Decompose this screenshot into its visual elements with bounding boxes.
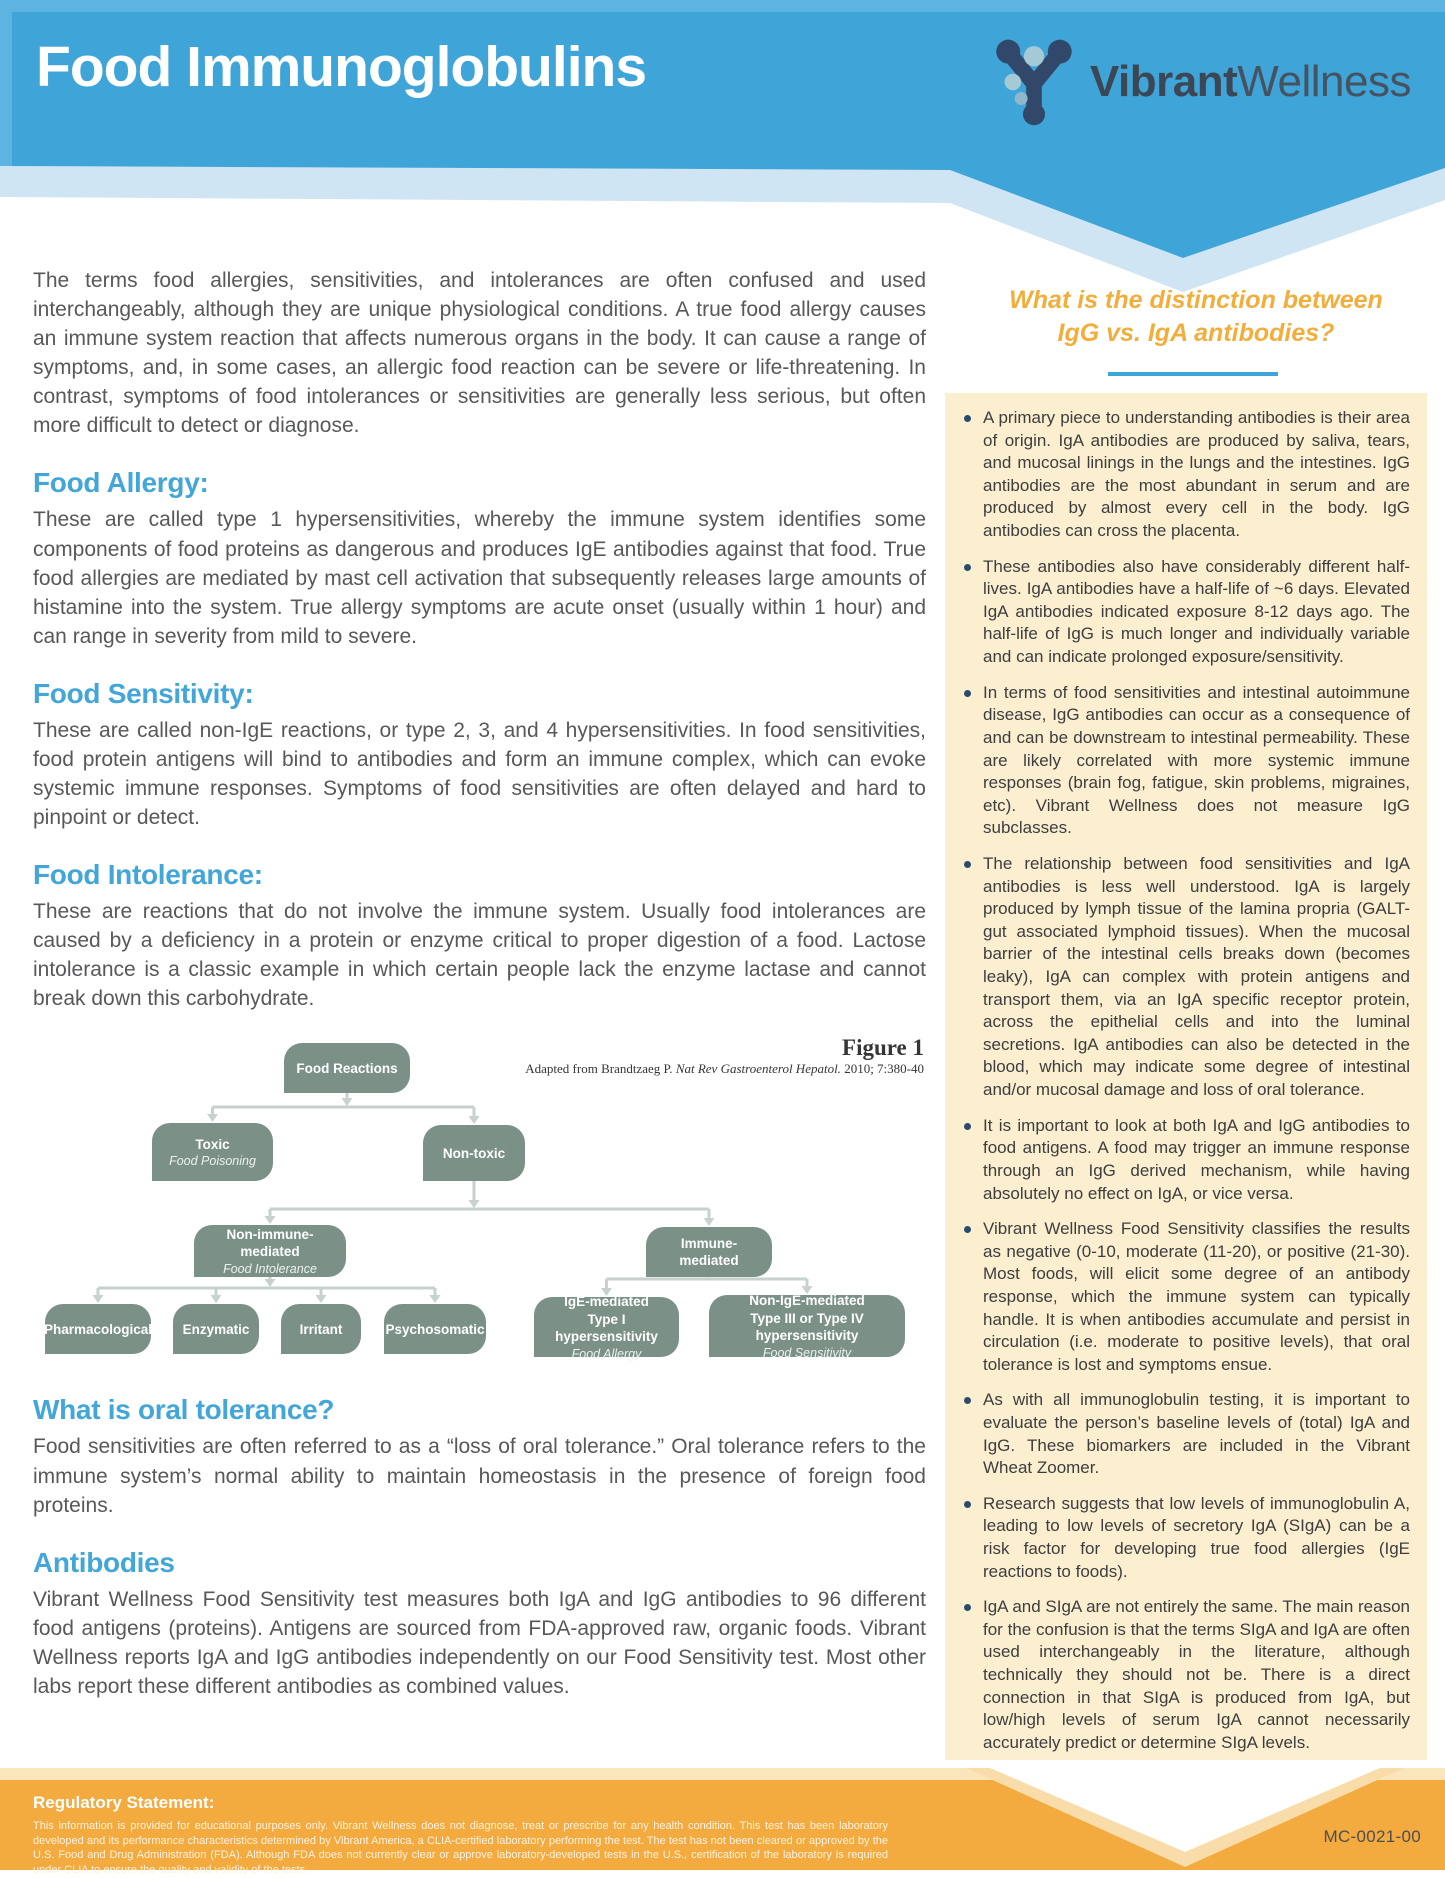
flowchart-node-irritant <box>281 1304 361 1354</box>
sidebar-panel <box>945 393 1427 1760</box>
flowchart-node-ige <box>534 1294 679 1361</box>
flowchart-node-label: Non-IgE-mediated <box>749 1293 865 1309</box>
flowchart-node-nonige <box>709 1293 905 1360</box>
flowchart-node-toxic <box>152 1123 273 1181</box>
regulatory-statement-text: This information is provided for educational purposes only. Vibrant Wellness does not diagnose, treat or prescribe for any health condition. This test has been laboratory developed and its performance characteristics determined by Vibrant America, a CLIA-certified laboratory performing the test. The test has not been cleared or approved by the U.S. Food and Drug Administration (FDA). Although FDA does not currently clear or approve laboratory-developed tests in the U.S., certification of the laboratory is required under CLIA to ensure the quality and validity of the tests. <box>33 1820 888 1876</box>
sidebar-bullet-5: It is important to look at both IgA and IgG antibodies to food antigens. A food may trigger an immune response through an IgG derived mechanism, while having absolutely no effect on IgA, or vice versa. <box>962 1115 1410 1205</box>
flowchart-node-label: Irritant <box>299 1321 343 1337</box>
page-title: Food Immunoglobulins <box>36 35 647 99</box>
bullet-dot <box>964 1397 971 1404</box>
sidebar-bullet-3: In terms of food sensitivities and intestinal autoimmune disease, IgG antibodies can occur as a consequence of and can be downstream to intestinal permeability. These are likely correlated with more systemic immune responses (brain fog, fatigue, skin problems, migraines, etc). Vibrant Wellness does not measure IgG subclasses. <box>962 682 1410 840</box>
figure-caption <box>525 1035 924 1076</box>
heading-oral-tolerance: What is oral tolerance? <box>33 1394 335 1426</box>
flowchart-node-label: Toxic <box>195 1136 230 1152</box>
brand-wordmark <box>1090 57 1411 107</box>
flowchart-node-label: Immune-mediated <box>679 1235 739 1269</box>
document-code: MC-0021-00 <box>1323 1827 1421 1846</box>
flowchart-node-label: IgE-mediated <box>564 1294 649 1310</box>
heading-food-sensitivity: Food Sensitivity: <box>33 677 254 709</box>
paragraph-oral-tolerance: Food sensitivities are often referred to as a “loss of oral tolerance.” Oral tolerance refers to the immune system’s normal ability to maintain homeostasis in the presence of foreign food proteins. <box>33 1435 926 1517</box>
paragraph-food-sensitivity: These are called non-IgE reactions, or type 2, 3, and 4 hypersensitivities. In food sensitivities, food protein antigens will bind to antibodies and form an immune complex, which can evoke systemic immune responses. Symptoms of food sensitivities are often delayed and hard to pinpoint or detect. <box>33 718 926 830</box>
sidebar-heading <box>950 284 1442 349</box>
bullet-dot <box>964 1604 971 1611</box>
vibrant-wellness-logo <box>988 36 1411 128</box>
sidebar-bullet-9: IgA and SIgA are not entirely the same. The main reason for the confusion is that the terms SIgA and IgA are often used interchangeably in the literature, although technically they should not be. There is a direct connection in that SIgA is produced from IgA, but low/high levels of serum IgA cannot necessarily accurately predict or determine SIgA levels. <box>962 1596 1410 1754</box>
paragraph-food-intolerance: These are reactions that do not involve the immune system. Usually food intolerances are caused by a deficiency in a protein or enzyme critical to proper digestion of a food. Lactose intolerance is a classic example in which certain people lack the enzyme lactase and cannot break down this carbohydrate. <box>33 900 926 1011</box>
bullet-dot <box>964 1501 971 1508</box>
flowchart-node-label2: Type I hypersensitivity <box>555 1311 658 1345</box>
sidebar-bullet-list <box>962 407 1410 1755</box>
flowchart-node-label: Non-toxic <box>442 1145 506 1161</box>
footer-chevron-white <box>990 1768 1380 1852</box>
main-article-column <box>33 252 926 1701</box>
flowchart-node-sublabel: Food Poisoning <box>169 1154 256 1169</box>
flowchart-node-label: Enzymatic <box>182 1321 250 1337</box>
flowchart-node-nontoxic <box>423 1125 525 1181</box>
heading-food-allergy: Food Allergy: <box>33 467 209 499</box>
bullet-dot <box>964 1123 971 1130</box>
header-top-edge <box>0 0 1445 12</box>
figure-source-suffix: 2010; 7:380-40 <box>840 1060 924 1076</box>
bullet-dot <box>964 690 971 697</box>
heading-antibodies: Antibodies <box>33 1546 175 1578</box>
figure-label: Figure 1 <box>842 1035 924 1061</box>
flowchart-node-immune <box>646 1227 772 1277</box>
bullet-dot <box>964 564 971 571</box>
brand-vibrant: Vibrant <box>1090 57 1238 106</box>
figure-1-flowchart <box>33 1027 926 1367</box>
flowchart-node-label: Psychosomatic <box>385 1321 485 1337</box>
regulatory-statement-heading: Regulatory Statement: <box>33 1793 215 1812</box>
bullet-dot <box>964 415 971 422</box>
sidebar-bullet-2: These antibodies also have considerably different half-lives. IgA antibodies have a half-life of ~6 days. Elevated IgA antibodies indicated exposure 8-12 days ago. The half-life of IgG is much longer and individually variable and can indicate prolonged exposure/sensitivity. <box>962 556 1410 669</box>
antibody-logo-icon <box>988 36 1080 128</box>
flowchart-node-pharm <box>45 1304 151 1354</box>
page-footer <box>0 1755 1445 1876</box>
sidebar-bullet-8: Research suggests that low levels of immunoglobulin A, leading to low levels of secretory IgA (SIgA) can be a risk factor for developing true food allergies (IgE reactions to foods). <box>962 1493 1410 1583</box>
paragraph-food-allergy: These are called type 1 hypersensitivities, whereby the immune system identifies some components of food proteins as dangerous and produces IgE antibodies against that food. True food allergies are mediated by mast cell activation that subsequently releases large amounts of histamine into the system. True allergy symptoms are acute onset (usually within 1 hour) and can range in severity from mild to severe. <box>33 508 926 648</box>
bullet-dot <box>964 861 971 868</box>
sidebar-bullet-6: Vibrant Wellness Food Sensitivity classifies the results as negative (0-10, moderate (11-20), or positive (21-30). Most foods, will elicit some degree of an antibody response, which the immune system can typically handle. It is when antibodies accumulate and persist in circulation (i.e. moderate to positive levels), that oral tolerance is lost and symptoms ensue. <box>962 1218 1410 1376</box>
flowchart-node-label: Pharmacological <box>43 1321 153 1337</box>
figure-source-journal: Nat Rev Gastroenterol Hepatol. <box>675 1060 841 1076</box>
figure-source-prefix: Adapted from Brandtzaeg P. <box>525 1060 676 1076</box>
sidebar-bullet-7: As with all immunoglobulin testing, it is important to evaluate the person’s baseline levels of (total) IgA and IgG. These biomarkers are included in the Vibrant Wheat Zoomer. <box>962 1389 1410 1479</box>
intro-paragraph: The terms food allergies, sensitivities, and intolerances are often confused and used interchangeably, although they are unique physiological conditions. A true food allergy causes an immune system reaction that affects numerous organs in the body. It can cause a range of symptoms, and, in some cases, an allergic food reaction can be severe or life-threatening. In contrast, symptoms of food intolerances or sensitivities are generally less serious, but often more difficult to detect or diagnose. <box>33 269 926 438</box>
footer-chevron-notch <box>930 1755 1445 1870</box>
flowchart-node-root <box>284 1043 410 1093</box>
flowchart-node-sublabel: Food Allergy <box>571 1346 642 1361</box>
flowchart-node-label: Non-immune-mediated <box>226 1226 314 1260</box>
sidebar-heading-line1: What is the distinction between <box>1009 286 1383 314</box>
flowchart-node-nonimmune <box>194 1225 346 1277</box>
figure-source <box>525 1061 924 1077</box>
flowchart-node-sublabel: Food Sensitivity <box>762 1345 852 1360</box>
flowchart-node-sublabel: Food Intolerance <box>223 1261 317 1276</box>
paragraph-antibodies: Vibrant Wellness Food Sensitivity test measures both IgA and IgG antibodies to 96 different food antigens (proteins). Antigens are sourced from FDA-approved raw, organic foods. Vibrant Wellness reports IgA and IgG antibodies independently on our Food Sensitivity test. Most other labs report these different antibodies as combined values. <box>33 1587 926 1698</box>
brand-wellness: Wellness <box>1237 57 1411 106</box>
flowchart-node-enzym <box>173 1304 259 1354</box>
flowchart-node-label2: Type III or Type IV hypersensitivity <box>750 1310 864 1344</box>
sidebar-bullet-4: The relationship between food sensitivities and IgA antibodies is less well understood. IgA is largely produced by lymph tissue of the lamina propria (GALT-gut associated lymphoid tissues). When the mucosal barrier of the intestinal cells breaks down (becomes leaky), IgA can complex with protein antigens and transport them, via an IgA specific receptor protein, across the epithelial cells and into the luminal secretions. IgA antibodies can also be detected in the blood, which may indicate some degree of intestinal and/or mucosal damage and loss of oral tolerance. <box>962 853 1410 1102</box>
header-left-edge <box>0 0 12 166</box>
flowchart-node-label: Food Reactions <box>296 1060 398 1076</box>
sidebar-bullet-1: A primary piece to understanding antibodies is their area of origin. IgA antibodies are produced by saliva, tears, and mucosal linings in the lungs and the intestines. IgG antibodies are the most abundant in serum and are produced by almost every cell in the body. IgG antibodies can cross the placenta. <box>962 407 1410 543</box>
sidebar-heading-underline <box>1108 372 1278 376</box>
heading-food-intolerance: Food Intolerance: <box>33 859 263 891</box>
flowchart-node-psych <box>384 1304 486 1354</box>
sidebar-heading-line2: IgG vs. IgA antibodies? <box>1057 318 1335 347</box>
bullet-dot <box>964 1226 971 1233</box>
